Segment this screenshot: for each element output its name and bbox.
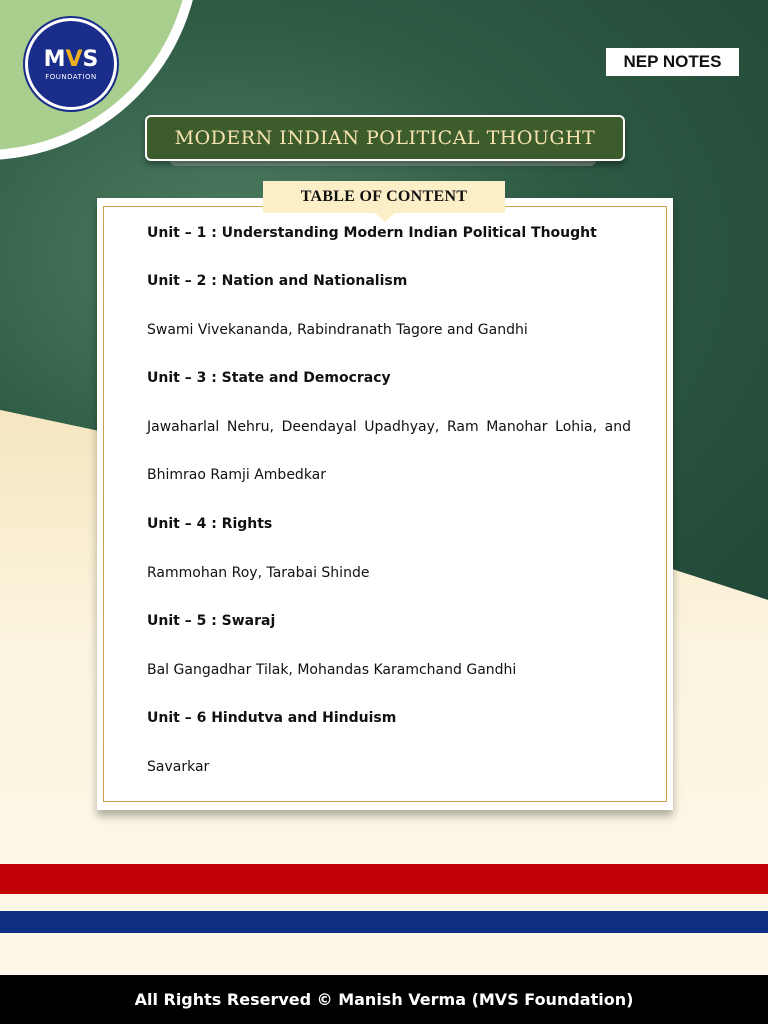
toc-entry: Jawaharlal Nehru, Deendayal Upadhyay, Ram Manohar Lohia, and — [147, 419, 631, 435]
toc-entry: Unit – 6 Hindutva and Hinduism — [147, 710, 397, 726]
logo-subtitle: FOUNDATION — [45, 73, 97, 81]
toc-entry: Unit – 1 : Understanding Modern Indian Political Thought — [147, 225, 597, 241]
mvs-foundation-logo — [25, 18, 117, 110]
copyright-text: All Rights Reserved © Manish Verma (MVS Foundation) — [134, 990, 634, 1009]
toc-heading: TABLE OF CONTENT — [263, 181, 505, 213]
footer-bar — [0, 975, 768, 1024]
logo-letter-v: V — [65, 47, 83, 72]
toc-entry: Swami Vivekananda, Rabindranath Tagore and Gandhi — [147, 322, 528, 338]
document-title: MODERN INDIAN POLITICAL THOUGHT — [174, 127, 596, 149]
toc-entry: Rammohan Roy, Tarabai Shinde — [147, 565, 370, 581]
toc-entry: Unit – 4 : Rights — [147, 516, 273, 532]
logo-letter-s: S — [82, 47, 99, 72]
nep-notes-badge: NEP NOTES — [606, 48, 739, 76]
toc-entry: Bal Gangadhar Tilak, Mohandas Karamchand Gandhi — [147, 662, 517, 678]
toc-entry: Unit – 2 : Nation and Nationalism — [147, 273, 408, 289]
toc-entry: Savarkar — [147, 759, 210, 775]
logo-mark — [44, 47, 99, 72]
logo-letter-m: M — [43, 47, 66, 72]
toc-entry: Unit – 3 : State and Democracy — [147, 370, 391, 386]
document-title-banner — [145, 115, 625, 161]
red-stripe — [0, 864, 768, 894]
blue-stripe — [0, 911, 768, 933]
toc-entry: Unit – 5 : Swaraj — [147, 613, 276, 629]
toc-entry: Bhimrao Ramji Ambedkar — [147, 467, 327, 483]
